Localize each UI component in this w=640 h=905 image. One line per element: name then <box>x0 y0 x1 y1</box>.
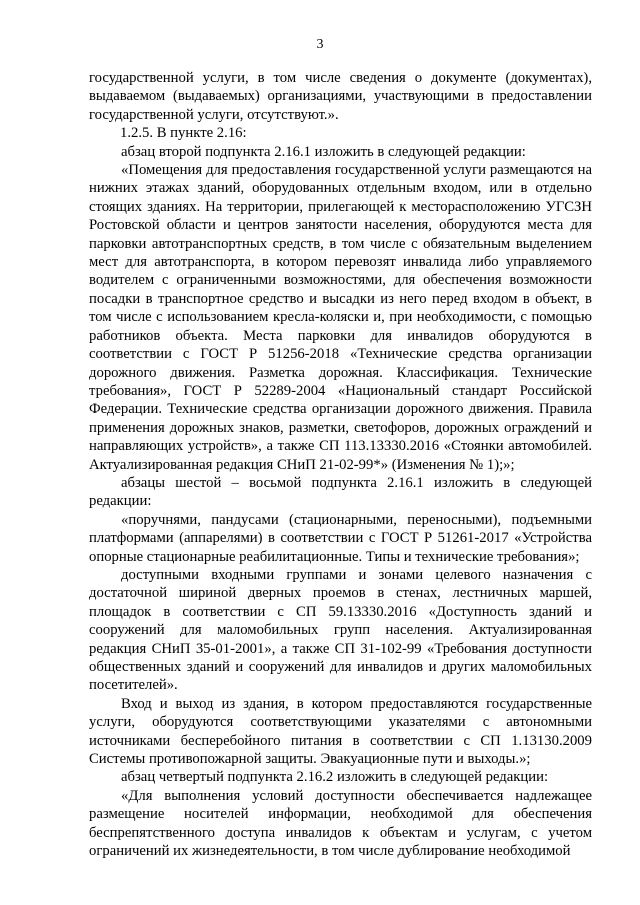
paragraph-accessibility-conditions: «Для выполнения условий доступности обеспечивается надлежащее размещение носителей информации, необходимой для обеспечения беспрепятственного доступа инвалидов к объектам и услугам, с учетом ограничений их жизнедеятельности, в том числе дублирование необходимой <box>89 787 592 860</box>
paragraph-item-heading: 1.2.5. В пункте 2.16: <box>120 125 247 142</box>
paragraph-amendment-instruction: абзац четвертый подпункта 2.16.2 изложить в следующей редакции: <box>121 769 549 786</box>
paragraph-entrance-groups: доступными входными группами и зонами целевого назначения с достаточной шириной дверных проемов в стенах, лестничных маршей, площадок в соответствии с СП 59.13330.2016 «Доступность зданий и сооружений для маломобильных групп населения. Актуализированная редакция СНиП 35-01-2001», а также СП 31-102-99 «Требования доступности общественных зданий и сооружений для инвалидов и других маломобильных посетителей». <box>89 566 592 694</box>
document-body <box>89 69 592 860</box>
paragraph-premises-requirements: «Помещения для предоставления государственной услуги размещаются на нижних этажах зданий, оборудованных отдельным входом, или в отдельно стоящих зданиях. На территории, прилегающей к месторасположению УГСЗН Ростовской области и центров занятости населения, оборудуются места для парковки автотранспортных средств, в том числе с обязательным выделением мест для автотранспорта, в котором перевозят инвалида либо управляемого водителем с ограниченными возможностями, для обеспечения возможности посадки в транспортное средство и высадки из него перед входом в объект, в том числе с использованием кресла-коляски и, при необходимости, с помощью работников объекта. Места парковки для инвалидов оборудуются в соответствии с ГОСТ Р 51256-2018 «Технические средства организации дорожного движения. Разметка дорожная. Классификация. Технические требования», ГОСТ Р 52289-2004 «Национальный стандарт Российской Федерации. Технические средства организации дорожного движения. Правила применения дорожных знаков, разметки, светофоров, дорожных ограждений и направляющих устройств», а также СП 113.13330.2016 «Стоянки автомобилей. Актуализированная редакция СНиП 21-02-99*» (Изменения № 1);»; <box>89 162 592 473</box>
paragraph-continuation: государственной услуги, в том числе сведения о документе (документах), выдаваемом (выдаваемых) организациями, участвующими в предоставлении государственной услуги, отсутствуют.». <box>89 70 592 123</box>
paragraph-amendment-instruction: абзацы шестой – восьмой подпункта 2.16.1 изложить в следующей редакции: <box>89 474 592 510</box>
page-number: 3 <box>316 37 324 52</box>
paragraph-amendment-instruction: абзац второй подпункта 2.16.1 изложить в следующей редакции: <box>121 143 526 160</box>
paragraph-handrails-ramps: «поручнями, пандусами (стационарными, переносными), подъемными платформами (аппарелями) в соответствии с ГОСТ Р 51261-2017 «Устройства опорные стационарные реабилитационные. Типы и технические требования»; <box>89 511 592 565</box>
paragraph-entry-exit: Вход и выход из здания, в котором предоставляются государственные услуги, оборудуются соответствующими указателями с автономными источниками бесперебойного питания в соответствии с СП 1.13130.2009 Системы противопожарной защиты. Эвакуационные пути и выходы.»; <box>89 695 592 768</box>
